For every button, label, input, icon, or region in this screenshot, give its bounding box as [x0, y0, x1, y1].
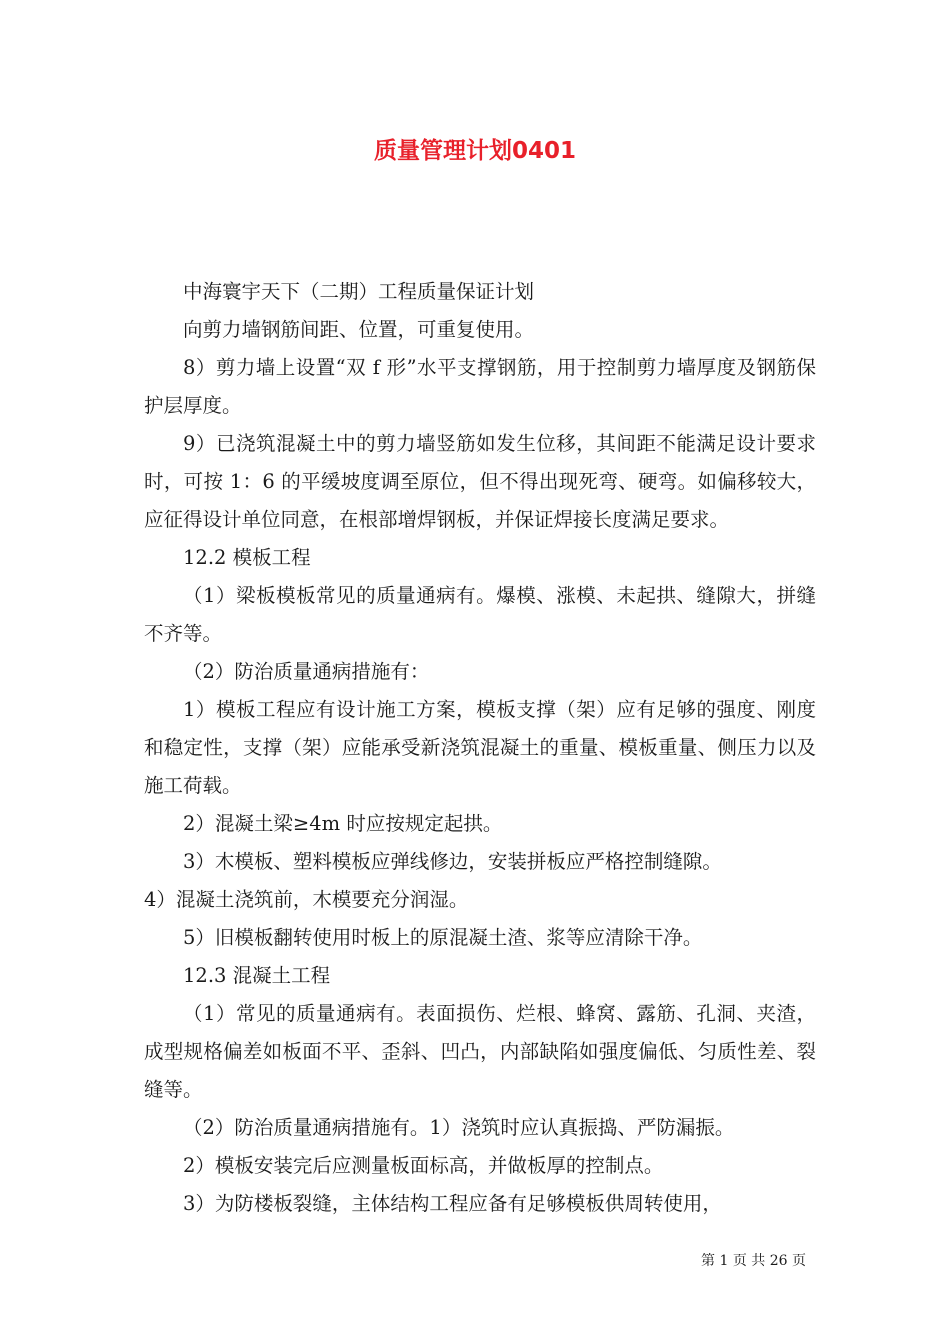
paragraph: 4）混凝土浇筑前，木模要充分润湿。 [144, 888, 469, 911]
document-title: 质量管理计划0401 [373, 138, 576, 164]
paragraph: 3）木模板、塑料模板应弹线修边，安装拼板应严格控制缝隙。 [183, 850, 722, 873]
paragraph: （1）常见的质量通病有。表面损伤、烂根、蜂窝、露筋、孔洞、夹渣，成型规格偏差如板面不平、歪斜、凹凸，内部缺陷如强度偏低、匀质性差、裂缝等。 [144, 1002, 816, 1101]
paragraph: 3）为防楼板裂缝，主体结构工程应备有足够模板供周转使用， [183, 1192, 722, 1215]
page-number-footer: 第 1 页 共 26 页 [701, 1253, 806, 1269]
paragraph: （1）梁板模板常见的质量通病有。爆模、涨模、未起拱、缝隙大，拼缝不齐等。 [144, 584, 816, 645]
section-heading: 12.2 模板工程 [183, 546, 311, 569]
paragraph: 向剪力墙钢筋间距、位置，可重复使用。 [183, 318, 535, 341]
paragraph: （2）防治质量通病措施有。1）浇筑时应认真振捣、严防漏振。 [183, 1116, 735, 1139]
paragraph: 2）混凝土梁≥4m 时应按规定起拱。 [183, 812, 503, 835]
paragraph: 中海寰宇天下（二期）工程质量保证计划 [183, 280, 535, 303]
section-heading: 12.3 混凝土工程 [183, 964, 331, 987]
paragraph: 1）模板工程应有设计施工方案，模板支撑（架）应有足够的强度、刚度和稳定性，支撑（架）应能承受新浇筑混凝土的重量、模板重量、侧压力以及施工荷载。 [144, 698, 816, 797]
document-body [144, 273, 816, 1223]
paragraph: 5）旧模板翻转使用时板上的原混凝土渣、浆等应清除干净。 [183, 926, 703, 949]
paragraph: 8）剪力墙上设置“双 f 形”水平支撑钢筋，用于控制剪力墙厚度及钢筋保护层厚度。 [144, 356, 816, 417]
paragraph: 9）已浇筑混凝土中的剪力墙竖筋如发生位移，其间距不能满足设计要求时，可按 1：6 的平缓坡度调至原位，但不得出现死弯、硬弯。如偏移较大，应征得设计单位同意，在根部增焊钢板，并保证焊接长度满足要求。 [144, 432, 816, 531]
paragraph: （2）防治质量通病措施有： [183, 660, 430, 683]
paragraph: 2）模板安装完后应测量板面标高，并做板厚的控制点。 [183, 1154, 664, 1177]
